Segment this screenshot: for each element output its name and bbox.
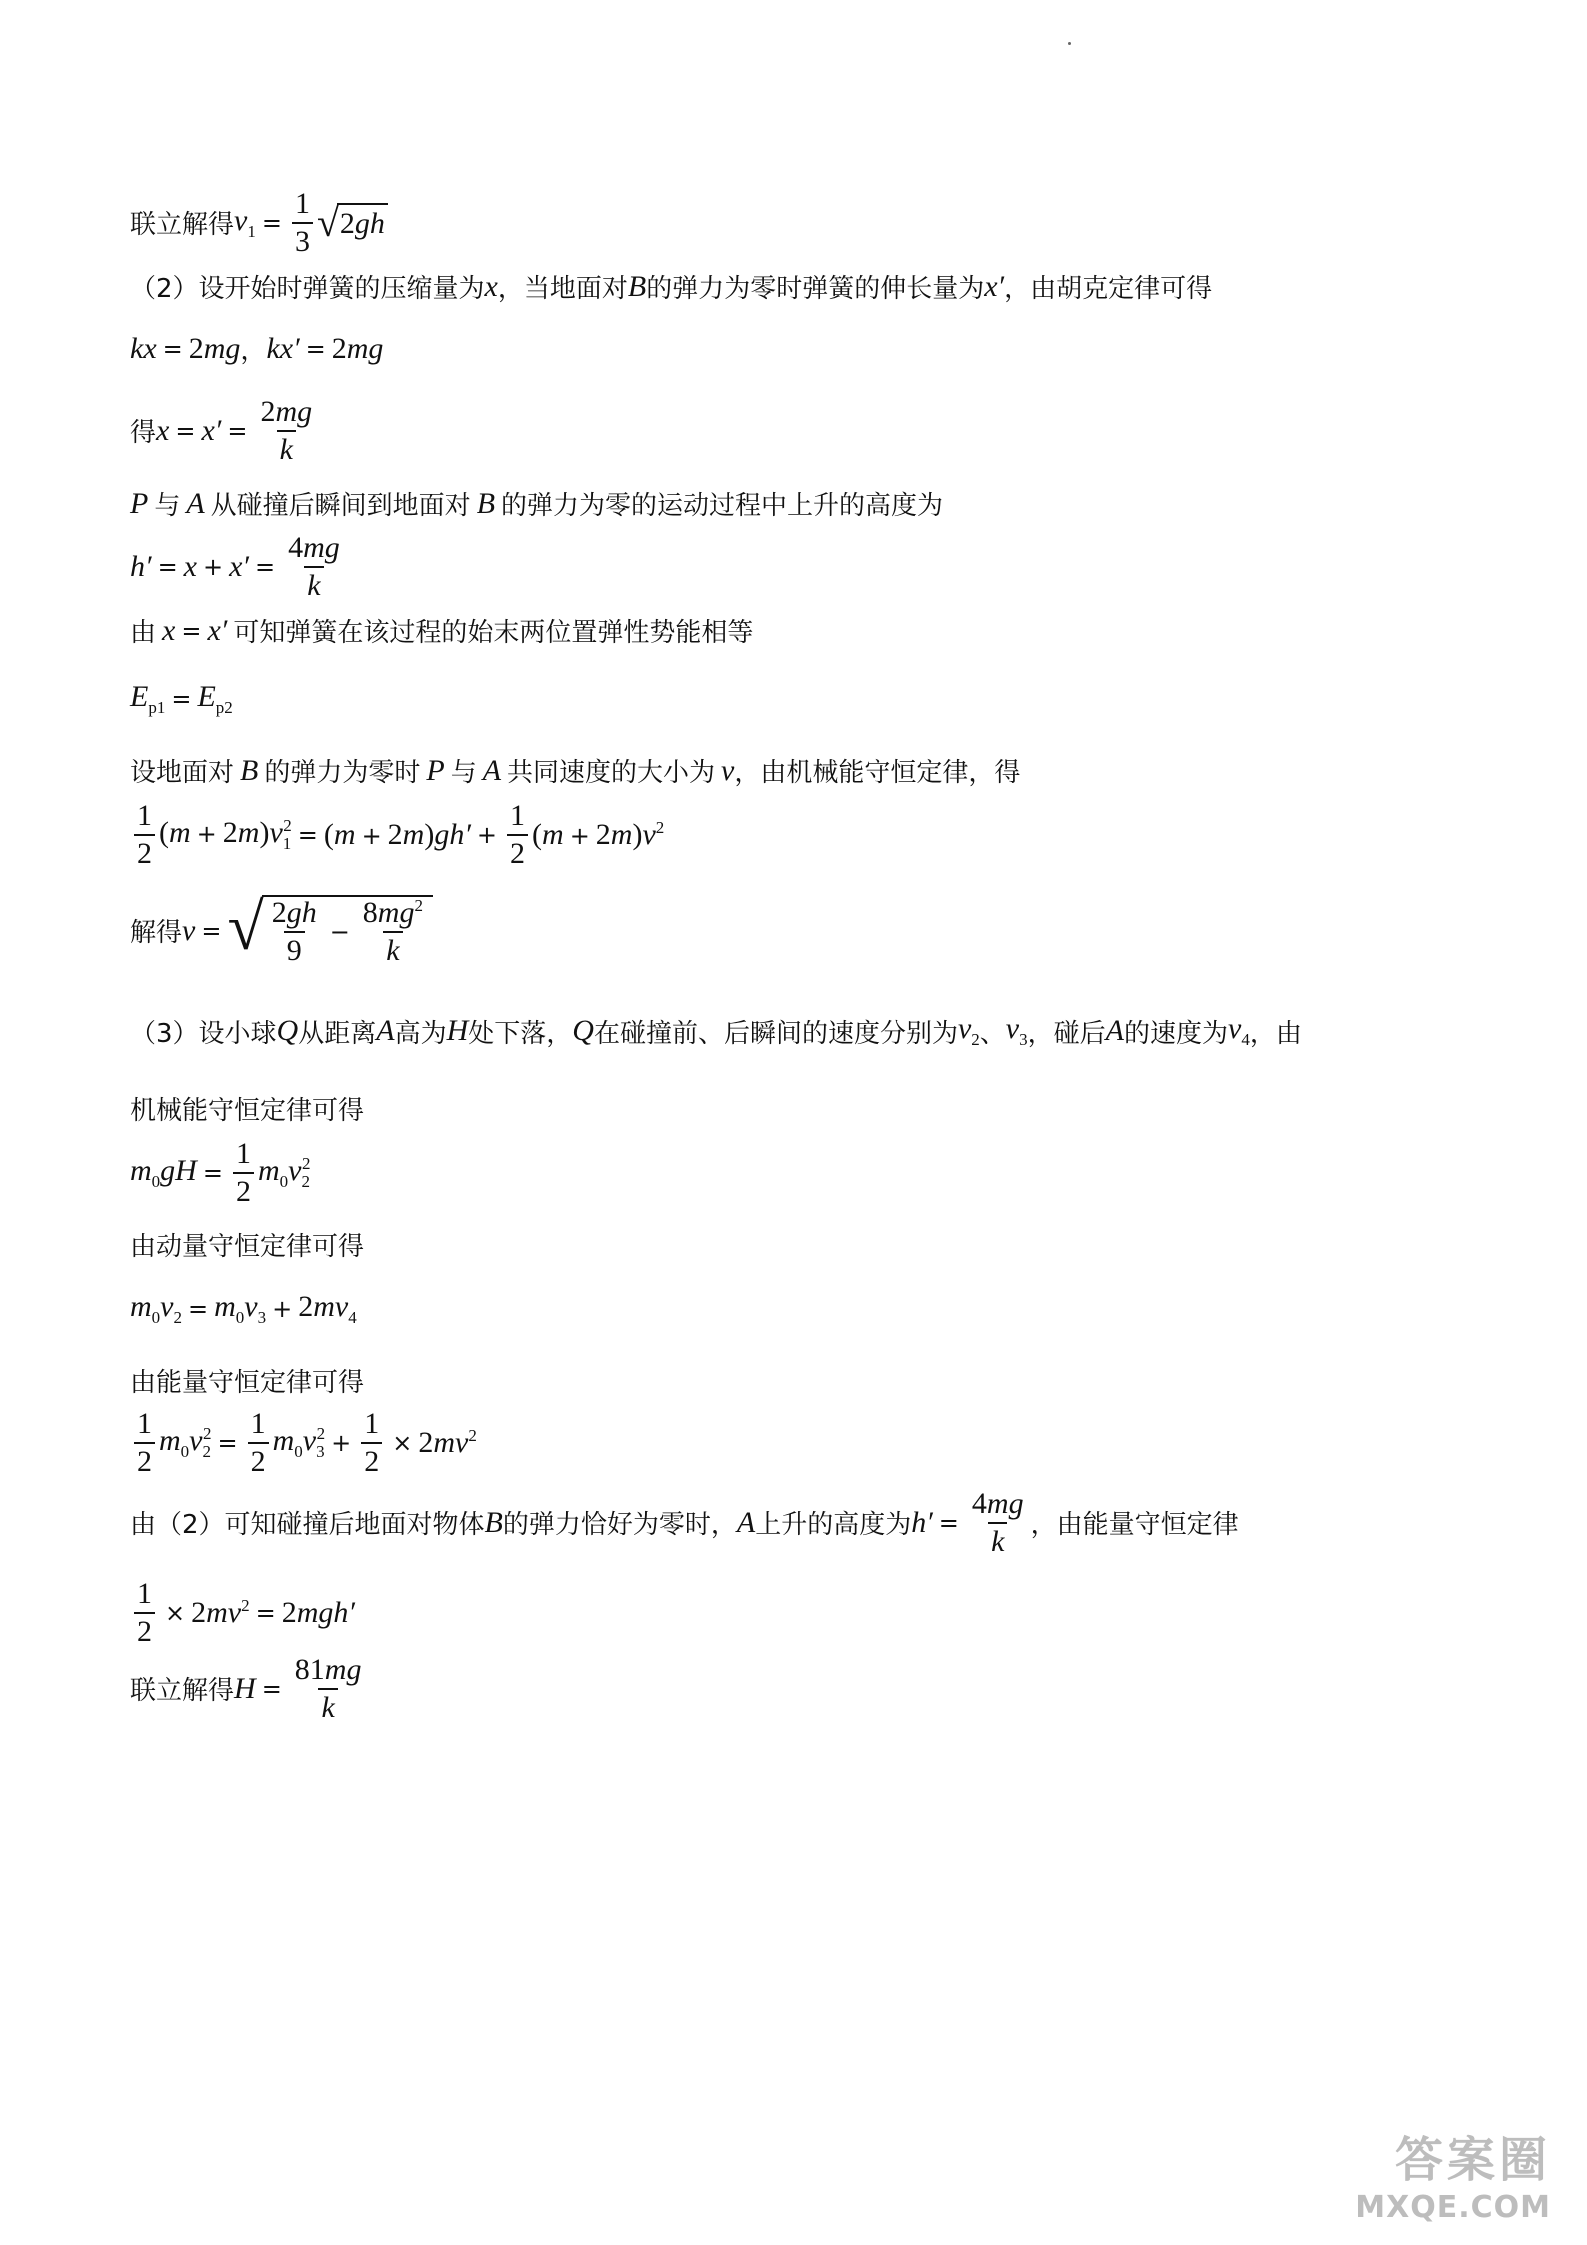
line-fall-energy-eq: $m_0gH$ = $\frac{1}{2}$ $m_0v_2^2$ [130,1137,311,1208]
line-h-result: 联立解得 H = $\frac{81mg}{k}$ [130,1653,362,1724]
line-energy-cons-text: 由能量守恒定律可得 [130,1368,365,1398]
line-final-energy-eq: $\frac{1}{2}$ × $2mv^2$ = 2mgh′ [130,1578,355,1647]
line-v1-result: 联立解得 $v_1$ = $\frac{1}{3}$ √ 2 gh [130,188,388,257]
scan-dot [1068,42,1071,45]
line-ep-equal: $E_{p1}$ = $E_{p2}$ [130,680,233,717]
line-part3-height-text: 由（2）可知碰撞后地面对物体 B 的弹力恰好为零时， A 上升的高度为 h′ = $\frac{4mg}{k}$ ，由能量守恒定律 [130,1487,1239,1558]
watermark-logo [1341,2121,1551,2225]
line-part3-intro: （3）设小球 Q 从距离 A 高为 H 处下落， Q 在碰撞前、后瞬间的速度分别为 $v_2$ 、 $v_3$ ，碰后 A 的速度为 $v_4$ ，由 [130,1012,1302,1049]
line-common-speed-text: 设地面对 B 的弹力为零时 P 与 A 共同速度的大小为 v ，由机械能守恒定律，得 [130,753,1021,788]
line-mech-energy-text: 机械能守恒定律可得 [130,1096,365,1126]
line-x-result: 得 x = x′ = $\frac{2mg}{k}$ [130,395,313,466]
watermark-text: 答案圈 [1394,2132,1551,2188]
line-momentum-text: 由动量守恒定律可得 [130,1232,365,1262]
line-h-prime: h′ = x + x′ = $\frac{4mg}{k}$ [130,531,340,602]
line-hooke-equations: kx = 2mg ， kx′ = 2mg [130,331,384,366]
line-v-result: 解得 v = √ $\frac{2gh}{9}$ − $\frac{8mg^2}{k}$ [130,895,433,966]
watermark-url: MXQE.COM [1355,2190,1551,2225]
line-part2-intro: （2）设开始时弹簧的压缩量为 x ，当地面对 B 的弹力为零时弹簧的伸长量为 x′ ，由胡克定律可得 [130,269,1213,304]
line-momentum-eq: $m_0v_2$ = $m_0v_3$ + $2mv_4$ [130,1290,357,1327]
line-rise-height-text: P 与 A 从碰撞后瞬间到地面对 B 的弹力为零的运动过程中上升的高度为 [130,486,944,521]
line-energy-equation: $\frac{1}{2}$ $(m + 2m)v_1^2$ = (m + 2m)gh′ + $\frac{1}{2}$ $(m + 2m)v^2$ [130,800,664,869]
line-collision-energy-eq: $\frac{1}{2}$ $m_0v_2^2$ = $\frac{1}{2}$ $m_0v_3^2$ + $\frac{1}{2}$ × $2mv^2$ [130,1408,477,1477]
line-elastic-equal: 由 x = x′ 可知弹簧在该过程的始末两位置弹性势能相等 [130,613,754,648]
